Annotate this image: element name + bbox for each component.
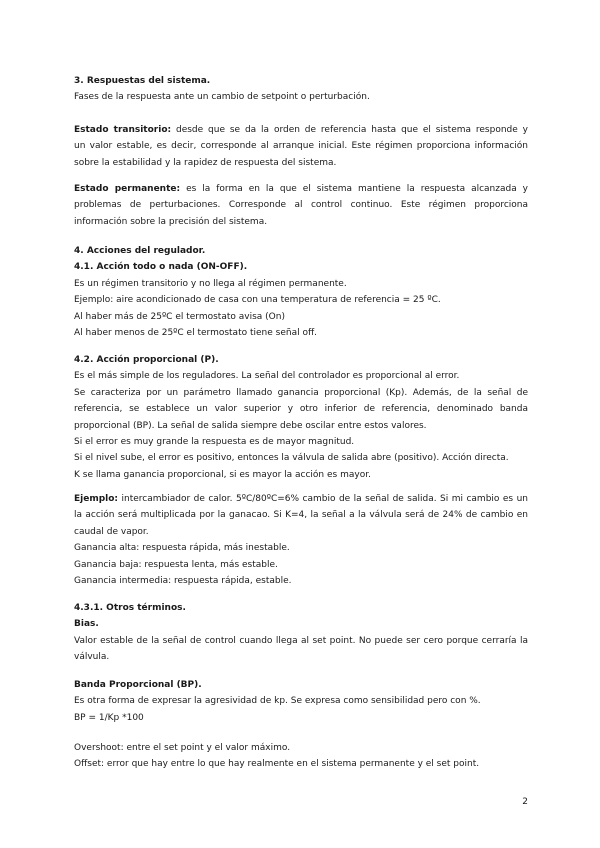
estado-transitorio-paragraph — [74, 122, 528, 171]
onoff-line: Al haber más de 25ºC el termostato avisa (On) — [74, 311, 285, 322]
otros-terminos-heading: 4.3.1. Otros términos. — [74, 603, 186, 613]
estado-permanente-text: es la forma en la que el sistema mantiene la respuesta alcanzada y — [186, 184, 528, 194]
estado-permanente-line3: información sobre la precisión del sistema. — [74, 216, 268, 227]
section-4-heading: 4. Acciones del regulador. — [74, 246, 206, 256]
proportional-line3: referencia, se establece un valor superior y otro inferior de referencia, denominado banda — [74, 404, 528, 415]
estado-permanente-label: Estado permanente: — [74, 184, 181, 194]
proportional-line4: proporcional (BP). La señal de salida siempre debe oscilar entre estos valores. — [74, 420, 427, 431]
overshoot-line: Overshoot: entre el set point y el valor máximo. — [74, 743, 291, 753]
bias-line1: Valor estable de la señal de control cuando llega al set point. No puede ser cero porque cerraría la — [74, 635, 528, 646]
otros-terminos-section — [74, 600, 528, 666]
bp-line1: Es otra forma de expresar la agresividad de kp. Se expresa como sensibilidad pero con %. — [74, 696, 481, 707]
estado-permanente-paragraph — [74, 181, 528, 230]
estado-transitorio-label: Estado transitorio: — [74, 125, 172, 135]
section-3-intro: Fases de la respuesta ante un cambio de setpoint o perturbación. — [74, 92, 370, 103]
ejemplo-text: intercambiador de calor. 5ºC/80ºC=6% cambio de la señal de salida. Si mi cambio es un — [121, 494, 528, 504]
proportional-line2: Se caracteriza por un parámetro llamado ganancia proporcional (Kp). Además, de la señal de — [74, 387, 528, 398]
bp-heading: Banda Proporcional (BP). — [74, 680, 202, 690]
ganancia-intermedia: Ganancia intermedia: respuesta rápida, estable. — [74, 575, 292, 586]
ejemplo-label: Ejemplo: — [74, 494, 119, 504]
ejemplo-paragraph — [74, 491, 528, 589]
proportional-heading: 4.2. Acción proporcional (P). — [74, 355, 219, 365]
banda-proporcional-section — [74, 677, 528, 726]
bp-formula: BP = 1/Kp *100 — [74, 712, 144, 723]
estado-transitorio-text: desde que se da la orden de referencia hasta que el sistema responde y — [175, 125, 528, 135]
onoff-heading: 4.1. Acción todo o nada (ON-OFF). — [74, 262, 248, 273]
ejemplo-line3: caudal de vapor. — [74, 526, 149, 537]
proportional-line7: K se llama ganancia proporcional, si es mayor la acción es mayor. — [74, 469, 371, 480]
offset-line: Offset: error que hay entre lo que hay realmente en el sistema permanente y el set point. — [74, 759, 480, 770]
onoff-line: Es un régimen transitorio y no llega al régimen permanente. — [74, 278, 347, 289]
estado-permanente-line2: problemas de perturbaciones. Corresponde al control continuo. Este régimen proporciona — [74, 200, 528, 211]
overshoot-offset — [74, 740, 528, 773]
proportional-section — [74, 352, 528, 483]
section-4 — [74, 243, 528, 341]
page-number: 2 — [522, 797, 528, 807]
section-3 — [74, 73, 528, 106]
onoff-line: Ejemplo: aire acondicionado de casa con una temperatura de referencia = 25 ºC. — [74, 295, 441, 306]
ganancia-alta: Ganancia alta: respuesta rápida, más inestable. — [74, 543, 290, 554]
proportional-line6: Si el nivel sube, el error es positivo, entonces la válvula de salida abre (positivo). Acción directa. — [74, 453, 509, 464]
section-3-heading: 3. Respuestas del sistema. — [74, 76, 211, 86]
ejemplo-line2: la acción será multiplicada por la ganacao. Si K=4, la señal a la válvula será de 24% de cambio en — [74, 510, 528, 521]
estado-transitorio-line3: sobre la estabilidad y la rapidez de respuesta del sistema. — [74, 157, 337, 168]
proportional-line1: Es el más simple de los reguladores. La señal del controlador es proporcional al error. — [74, 371, 460, 382]
proportional-line5: Si el error es muy grande la respuesta es de mayor magnitud. — [74, 436, 355, 447]
estado-transitorio-line2: un valor estable, es decir, corresponde al arranque inicial. Este régimen proporciona información — [74, 141, 528, 152]
onoff-line: Al haber menos de 25ºC el termostato tiene señal off. — [74, 327, 318, 338]
bias-heading: Bias. — [74, 619, 99, 630]
ganancia-baja: Ganancia baja: respuesta lenta, más estable. — [74, 559, 278, 570]
bias-line2: válvula. — [74, 652, 110, 663]
